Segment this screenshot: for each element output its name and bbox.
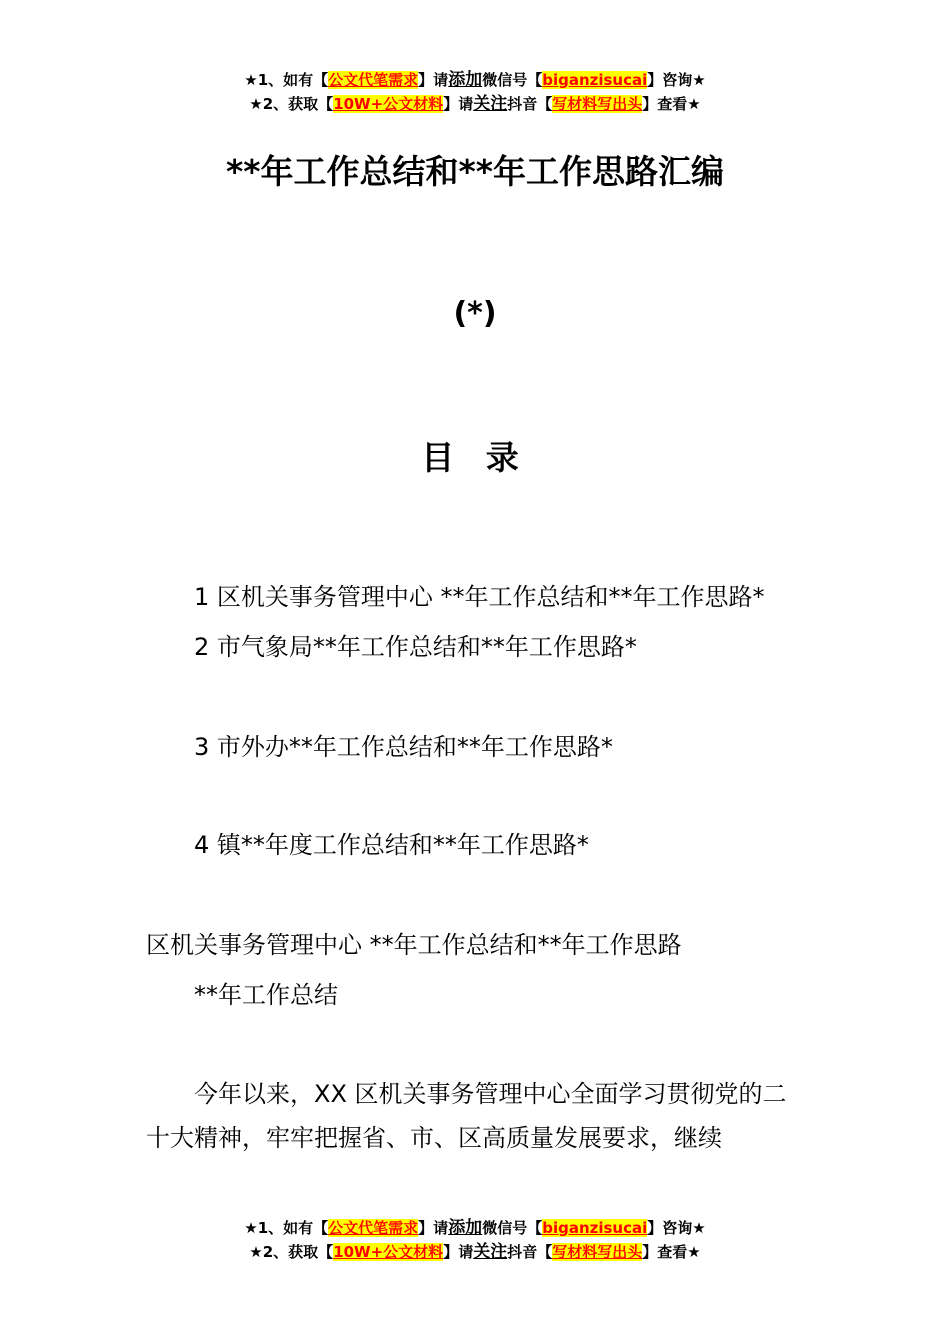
banner-text: 】请 (443, 1243, 474, 1261)
banner-text: 】查看★ (642, 1243, 701, 1261)
toc-item: 3 市外办**年工作总结和**年工作思路* (194, 733, 613, 761)
section-subtitle: **年工作总结 (194, 981, 338, 1009)
banner-text: 】请 (443, 95, 474, 113)
banner-line-2 (0, 92, 950, 116)
section-title: 区机关事务管理中心 **年工作总结和**年工作思路 (146, 931, 682, 959)
banner-text: 】咨询★ (647, 1219, 706, 1237)
toc-item: 2 市气象局**年工作总结和**年工作思路* (194, 633, 637, 661)
banner-text: ★2、获取【 (249, 95, 334, 113)
banner-text: 微信号【 (482, 1219, 543, 1237)
banner-line-1 (0, 68, 950, 92)
banner-underlined: 关注 (473, 1242, 508, 1262)
banner-highlight: 写材料写出头 (552, 95, 643, 113)
banner-line-2 (0, 1240, 950, 1264)
banner-highlight: biganzisucai (542, 71, 648, 89)
banner-text: ★1、如有【 (244, 71, 329, 89)
document-title: **年工作总结和**年工作思路汇编 (225, 152, 725, 191)
footer-banner (0, 1216, 950, 1264)
banner-underlined: 添加 (448, 1218, 483, 1238)
banner-text: ★2、获取【 (249, 1243, 334, 1261)
banner-underlined: 添加 (448, 70, 483, 90)
banner-line-1 (0, 1216, 950, 1240)
body-paragraph: 今年以来，XX 区机关事务管理中心全面学习贯彻党的二十大精神，牢牢把握省、市、区高质量发展要求，继续 (146, 1080, 787, 1152)
banner-text: ★1、如有【 (244, 1219, 329, 1237)
banner-text: 】请 (418, 71, 449, 89)
banner-text: 抖音【 (507, 1243, 553, 1261)
banner-highlight: 公文代笔需求 (328, 71, 419, 89)
toc-item: 4 镇**年度工作总结和**年工作思路* (194, 831, 589, 859)
banner-underlined: 关注 (473, 94, 508, 114)
toc-item: 1 区机关事务管理中心 **年工作总结和**年工作思路* (194, 583, 765, 611)
banner-text: 】咨询★ (647, 71, 706, 89)
banner-highlight: 10W+公文材料 (333, 95, 444, 113)
banner-highlight: 公文代笔需求 (328, 1219, 419, 1237)
header-banner (0, 68, 950, 116)
banner-text: 微信号【 (482, 71, 543, 89)
banner-highlight: biganzisucai (542, 1219, 648, 1237)
toc-heading: 目 录 (421, 438, 529, 477)
banner-text: 抖音【 (507, 95, 553, 113)
banner-highlight: 10W+公文材料 (333, 1243, 444, 1261)
banner-highlight: 写材料写出头 (552, 1243, 643, 1261)
document-subtitle: (*) (453, 296, 497, 331)
banner-text: 】请 (418, 1219, 449, 1237)
banner-text: 】查看★ (642, 95, 701, 113)
